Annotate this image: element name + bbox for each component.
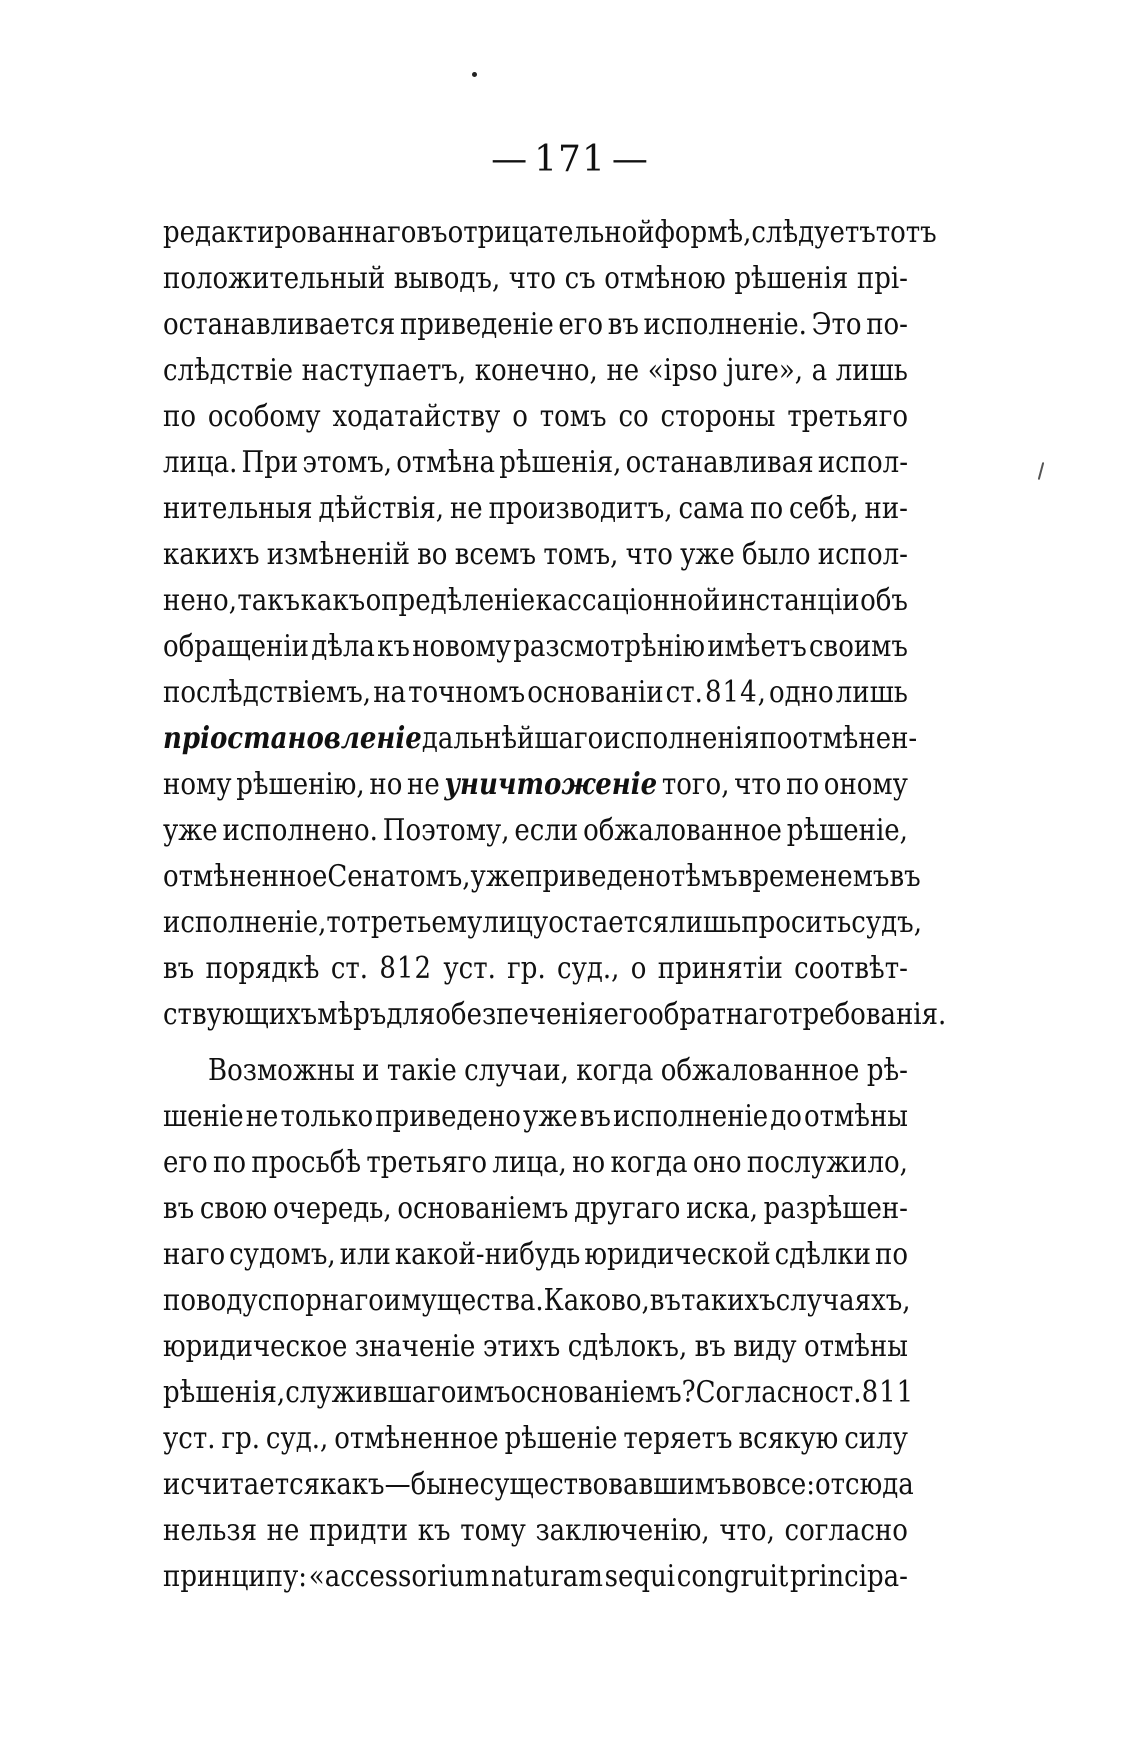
word: ст. bbox=[330, 951, 369, 987]
text-line bbox=[163, 1091, 908, 1143]
word: въ bbox=[163, 1191, 195, 1227]
text-line bbox=[163, 759, 908, 811]
text-line bbox=[163, 713, 918, 765]
word: соотвѣт- bbox=[794, 951, 908, 987]
word: какъ bbox=[300, 583, 366, 619]
word: оному bbox=[823, 767, 908, 803]
word: съ bbox=[564, 261, 596, 297]
word: отмѣнен- bbox=[792, 721, 918, 757]
word: Каково, bbox=[543, 1283, 650, 1319]
word: заключенію, bbox=[535, 1513, 710, 1549]
word: лишь bbox=[835, 353, 908, 389]
word: и bbox=[163, 1467, 181, 1503]
word: принципу: bbox=[163, 1559, 308, 1595]
word: naturam bbox=[490, 1559, 603, 1595]
text-line bbox=[163, 1551, 908, 1603]
word: «accessorium bbox=[308, 1559, 490, 1595]
word: Это bbox=[811, 307, 862, 343]
word: томъ bbox=[539, 399, 607, 435]
word: sequi bbox=[604, 1559, 676, 1595]
word: судъ, bbox=[851, 905, 922, 941]
text-line bbox=[163, 1183, 908, 1235]
text-line bbox=[163, 299, 908, 351]
word: редактированнаго bbox=[163, 215, 417, 251]
word: юридической bbox=[584, 1237, 771, 1273]
word: инстанціи bbox=[720, 583, 860, 619]
word: кассаціонной bbox=[535, 583, 721, 619]
word: Сенатомъ, bbox=[327, 859, 471, 895]
word: когда bbox=[610, 1145, 688, 1181]
word: суд., bbox=[265, 1421, 329, 1457]
word: юридическое bbox=[163, 1329, 348, 1365]
word: согласно bbox=[784, 1513, 908, 1549]
word: обжалованное bbox=[583, 813, 782, 849]
word: въ bbox=[579, 1099, 611, 1135]
word: было bbox=[741, 537, 811, 573]
word: рѣшеніе bbox=[504, 1421, 618, 1457]
text-line bbox=[163, 667, 908, 719]
word: обезпеченія bbox=[435, 997, 604, 1033]
word: въ bbox=[607, 307, 639, 343]
emphasized-word: уничтоженіе bbox=[444, 767, 658, 803]
word: При bbox=[241, 445, 299, 481]
word: точномъ bbox=[408, 675, 526, 711]
word: рѣшенія, bbox=[163, 1375, 286, 1411]
text-line bbox=[163, 1367, 915, 1419]
paragraph-2 bbox=[163, 1048, 915, 1600]
word: для bbox=[386, 997, 436, 1033]
word: о bbox=[630, 951, 647, 987]
text-line bbox=[163, 989, 947, 1041]
word: въ bbox=[416, 215, 448, 251]
word: какой-нибудь bbox=[394, 1237, 581, 1273]
text-line bbox=[163, 207, 937, 259]
word: очередь, bbox=[272, 1191, 392, 1227]
word: гр. bbox=[221, 1421, 260, 1457]
word: къ bbox=[377, 629, 410, 665]
word: сама bbox=[678, 491, 745, 527]
word: jure», bbox=[726, 353, 804, 389]
word: разсмотрѣнію bbox=[513, 629, 705, 665]
word: измѣненій bbox=[266, 537, 410, 573]
word: такіе bbox=[386, 1053, 457, 1089]
word: и bbox=[362, 1053, 380, 1089]
word: третьему bbox=[356, 905, 483, 941]
word: отмѣны bbox=[803, 1329, 908, 1365]
word: только bbox=[280, 1099, 374, 1135]
word: то bbox=[326, 905, 357, 941]
word: мѣръ bbox=[317, 997, 387, 1033]
page-number: — 171 — bbox=[491, 139, 649, 180]
word: имущества. bbox=[383, 1283, 544, 1319]
word: не bbox=[407, 767, 440, 803]
word: отмѣненное bbox=[334, 1421, 499, 1457]
word: уже bbox=[470, 859, 526, 895]
word: имѣетъ bbox=[707, 629, 807, 665]
print-speck bbox=[1038, 462, 1045, 480]
word: по bbox=[875, 1237, 908, 1273]
word: лица. bbox=[163, 445, 238, 481]
word: ствующихъ bbox=[163, 997, 318, 1033]
word: объ bbox=[860, 583, 908, 619]
word: лишь bbox=[835, 675, 908, 711]
text-line bbox=[163, 575, 908, 627]
word: наго bbox=[163, 1237, 226, 1273]
word: а bbox=[811, 353, 828, 389]
word: уст. bbox=[443, 951, 496, 987]
word: просить bbox=[741, 905, 852, 941]
text-line bbox=[163, 851, 921, 903]
word: отмѣною bbox=[604, 261, 726, 297]
word: гр. bbox=[507, 951, 546, 987]
word: въ bbox=[694, 1329, 726, 1365]
word: «ipso bbox=[647, 353, 718, 389]
word: придти bbox=[309, 1513, 409, 1549]
word: рѣшенію, bbox=[236, 767, 365, 803]
word: такъ bbox=[237, 583, 301, 619]
word: испол- bbox=[817, 537, 908, 573]
word: 812 bbox=[379, 951, 432, 987]
text-line bbox=[163, 1137, 908, 1189]
word: обжалованное bbox=[660, 1053, 860, 1089]
emphasized-word: пріостановленіе bbox=[163, 721, 422, 757]
word: испол- bbox=[817, 445, 908, 481]
word: рѣшенія bbox=[734, 261, 849, 297]
word: формѣ, bbox=[654, 215, 752, 251]
word: прі- bbox=[856, 261, 908, 297]
word: порядкѣ bbox=[205, 951, 320, 987]
word: въ bbox=[649, 1283, 681, 1319]
word: 811 bbox=[861, 1375, 915, 1411]
word: слѣдуетъ bbox=[751, 215, 876, 251]
word: иска, bbox=[686, 1191, 758, 1227]
word: уже bbox=[680, 537, 735, 573]
text-line bbox=[163, 1413, 908, 1465]
paragraph-1 bbox=[163, 210, 947, 1038]
word: Согласно bbox=[695, 1375, 825, 1411]
word: силу bbox=[844, 1421, 908, 1457]
text-line bbox=[163, 437, 908, 489]
word: себѣ, bbox=[789, 491, 859, 527]
text-line bbox=[163, 1505, 908, 1557]
word: исполненіе. bbox=[643, 307, 807, 343]
word: значеніе bbox=[354, 1329, 476, 1365]
word: отмѣненное bbox=[163, 859, 328, 895]
word: что bbox=[734, 767, 782, 803]
word: остается bbox=[548, 905, 670, 941]
word: исполнено. bbox=[222, 813, 378, 849]
text-line bbox=[163, 1275, 911, 1327]
word: congruit bbox=[676, 1559, 789, 1595]
word: стороны bbox=[660, 399, 776, 435]
word: дѣйствія, bbox=[318, 491, 445, 527]
word: по bbox=[163, 399, 196, 435]
word: его bbox=[558, 307, 604, 343]
word: когда bbox=[576, 1053, 654, 1089]
word: существовавшимъ bbox=[479, 1467, 732, 1503]
word: Поэтому, bbox=[382, 813, 510, 849]
word: не bbox=[245, 1099, 279, 1135]
word: судомъ, bbox=[229, 1237, 336, 1273]
word: что, bbox=[719, 1513, 775, 1549]
word: до bbox=[770, 1099, 802, 1135]
print-speck bbox=[472, 72, 477, 77]
word: приведеніе bbox=[399, 307, 554, 343]
text-line bbox=[163, 805, 908, 857]
body-text bbox=[163, 210, 947, 1600]
word: по bbox=[786, 767, 820, 803]
word: ни- bbox=[864, 491, 908, 527]
text-line bbox=[163, 1045, 908, 1097]
word: нено, bbox=[163, 583, 237, 619]
word: рѣ- bbox=[866, 1053, 908, 1089]
word: въ bbox=[163, 951, 195, 987]
text-line bbox=[163, 483, 908, 535]
text-line bbox=[163, 897, 922, 949]
word: принятіи bbox=[657, 951, 783, 987]
word: просьбѣ bbox=[251, 1145, 362, 1181]
word: конечно, bbox=[474, 353, 598, 389]
word: виду bbox=[733, 1329, 797, 1365]
word: если bbox=[514, 813, 579, 849]
word: разрѣшен- bbox=[763, 1191, 908, 1227]
word: того, bbox=[661, 767, 730, 803]
text-line bbox=[163, 529, 908, 581]
word: этомъ, bbox=[302, 445, 393, 481]
word: его bbox=[603, 997, 649, 1033]
word: въ bbox=[889, 859, 921, 895]
word: что bbox=[508, 261, 556, 297]
word: случаи, bbox=[464, 1053, 569, 1089]
word: нительныя bbox=[163, 491, 313, 527]
word: рѣшенія, bbox=[499, 445, 622, 481]
word: со bbox=[618, 399, 649, 435]
word: уже bbox=[163, 813, 218, 849]
text-line bbox=[163, 391, 908, 443]
word: но bbox=[369, 767, 403, 803]
word: третьяго bbox=[366, 1145, 488, 1181]
word: вовсе: bbox=[731, 1467, 815, 1503]
word: не bbox=[449, 491, 483, 527]
word: спорнаго bbox=[257, 1283, 384, 1319]
word: лица, bbox=[492, 1145, 567, 1181]
word: что bbox=[625, 537, 673, 573]
word: рѣшеніе, bbox=[786, 813, 908, 849]
word: тотъ bbox=[875, 215, 937, 251]
word: дальнѣйшаго bbox=[421, 721, 604, 757]
word: дѣла bbox=[311, 629, 375, 665]
word: ст. bbox=[824, 1375, 862, 1411]
word: лишь bbox=[669, 905, 742, 941]
word: сдѣлки bbox=[774, 1237, 872, 1273]
word: какъ—бы bbox=[320, 1467, 447, 1503]
word: шеніе bbox=[163, 1099, 244, 1135]
word: исполненія bbox=[603, 721, 760, 757]
word: послужило, bbox=[746, 1145, 908, 1181]
word: отмѣны bbox=[804, 1099, 908, 1135]
word: ному bbox=[163, 767, 232, 803]
word: исполненіе, bbox=[163, 905, 327, 941]
word: или bbox=[339, 1237, 391, 1273]
word: о bbox=[512, 399, 528, 435]
word: приведено bbox=[375, 1099, 521, 1135]
word: исполненіе bbox=[613, 1099, 769, 1135]
word: лицу bbox=[482, 905, 549, 941]
word: основаніемъ bbox=[397, 1191, 569, 1227]
word: по- bbox=[866, 307, 908, 343]
word: суд., bbox=[557, 951, 620, 987]
word: всякую bbox=[738, 1421, 839, 1457]
word: послѣдствіемъ, bbox=[163, 675, 372, 711]
word: на bbox=[373, 675, 407, 711]
word: производитъ, bbox=[488, 491, 673, 527]
word: обратнаго bbox=[648, 997, 789, 1033]
word: свою bbox=[199, 1191, 268, 1227]
word: отмѣна bbox=[396, 445, 496, 481]
text-line bbox=[163, 345, 908, 397]
text-line bbox=[163, 253, 908, 305]
word: отсюда bbox=[815, 1467, 914, 1503]
word: считается bbox=[180, 1467, 321, 1503]
word: новому bbox=[412, 629, 511, 665]
text-line bbox=[163, 1321, 908, 1373]
word: основаніемъ? bbox=[510, 1375, 696, 1411]
word: не bbox=[266, 1513, 300, 1549]
word: поводу bbox=[163, 1283, 258, 1319]
text-line bbox=[163, 943, 908, 995]
word: principa- bbox=[790, 1559, 908, 1595]
word: положительный bbox=[163, 261, 386, 297]
word: Возможны bbox=[208, 1053, 355, 1089]
word: всемъ bbox=[454, 537, 537, 573]
word: ст. bbox=[665, 675, 703, 711]
word: томъ, bbox=[543, 537, 619, 573]
word: третьяго bbox=[787, 399, 908, 435]
text-line bbox=[163, 1229, 908, 1281]
word: сдѣлокъ, bbox=[567, 1329, 688, 1365]
word: уст. bbox=[163, 1421, 216, 1457]
word: особому bbox=[207, 399, 321, 435]
text-line bbox=[163, 1459, 914, 1511]
word: одно bbox=[768, 675, 834, 711]
word: имъ bbox=[456, 1375, 511, 1411]
word: служившаго bbox=[285, 1375, 457, 1411]
word: останавливая bbox=[625, 445, 814, 481]
word: оно bbox=[692, 1145, 742, 1181]
word: 814, bbox=[704, 675, 767, 711]
word: этихъ bbox=[482, 1329, 561, 1365]
word: его bbox=[163, 1145, 208, 1181]
word: уже bbox=[523, 1099, 578, 1135]
word: во bbox=[417, 537, 448, 573]
word: такихъ bbox=[680, 1283, 776, 1319]
word: временемъ bbox=[737, 859, 890, 895]
word: но bbox=[572, 1145, 606, 1181]
word: тѣмъ bbox=[670, 859, 738, 895]
word: приведено bbox=[525, 859, 671, 895]
word: какихъ bbox=[163, 537, 260, 573]
word: требованія. bbox=[788, 997, 947, 1033]
word: по bbox=[213, 1145, 247, 1181]
word: случаяхъ, bbox=[775, 1283, 911, 1319]
word: выводъ, bbox=[393, 261, 501, 297]
word: не bbox=[446, 1467, 480, 1503]
word: ходатайству bbox=[332, 399, 501, 435]
word: къ bbox=[417, 1513, 451, 1549]
word: наступаетъ, bbox=[301, 353, 467, 389]
word: основаніи bbox=[527, 675, 664, 711]
word: отрицательной bbox=[447, 215, 655, 251]
word: тому bbox=[460, 1513, 526, 1549]
word: по bbox=[759, 721, 793, 757]
word: нельзя bbox=[163, 1513, 257, 1549]
word: обращеніи bbox=[163, 629, 309, 665]
word: опредѣленіе bbox=[365, 583, 536, 619]
word: по bbox=[750, 491, 784, 527]
word: не bbox=[606, 353, 640, 389]
page-number-value: 171 bbox=[534, 139, 606, 180]
word: своимъ bbox=[809, 629, 908, 665]
word: останавливается bbox=[163, 307, 396, 343]
text-line bbox=[163, 621, 908, 673]
word: другаго bbox=[574, 1191, 681, 1227]
word: слѣдствіе bbox=[163, 353, 294, 389]
word: теряетъ bbox=[623, 1421, 733, 1457]
